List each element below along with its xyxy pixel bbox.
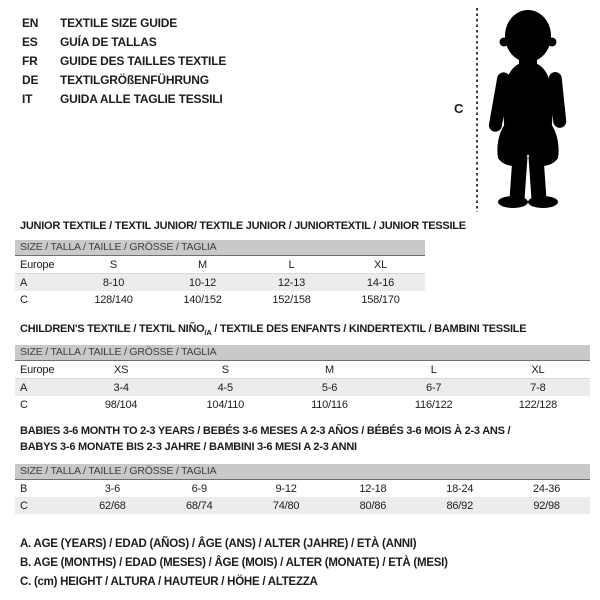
row-label: B bbox=[20, 482, 28, 495]
cell-value: 128/140 bbox=[94, 293, 133, 306]
column-header: XL bbox=[373, 258, 388, 271]
cell-value: 62/68 bbox=[99, 499, 126, 512]
table-row bbox=[15, 396, 590, 413]
cell-value: 24-36 bbox=[533, 482, 561, 495]
cell-value: 9-12 bbox=[275, 482, 297, 495]
table-row bbox=[15, 274, 425, 291]
language-code: EN bbox=[22, 15, 39, 30]
language-code: FR bbox=[22, 53, 38, 68]
title-subscript: /A bbox=[204, 327, 212, 337]
legend-line: B. AGE (MONTHS) / EDAD (MESES) / ÂGE (MOIS) / ALTER (MONATE) / ETÀ (MESI) bbox=[20, 557, 448, 569]
title-text: / TEXTILE DES ENFANTS / KINDERTEXTIL / BAMBINI TESSILE bbox=[211, 323, 527, 335]
row-label: C bbox=[20, 398, 28, 411]
language-code: ES bbox=[22, 34, 38, 49]
cell-value: 152/158 bbox=[272, 293, 311, 306]
table-header-row bbox=[15, 361, 590, 379]
column-header: L bbox=[430, 363, 437, 376]
title-text: JUNIOR TEXTILE / TEXTIL JUNIOR/ TEXTILE JUNIOR / JUNIORTEXTIL / JUNIOR TESSILE bbox=[20, 220, 466, 232]
cell-value: 6-7 bbox=[426, 381, 442, 394]
row-label: C bbox=[20, 293, 28, 306]
cell-value: 7-8 bbox=[530, 381, 546, 394]
cell-value: 74/80 bbox=[272, 499, 300, 512]
row-label: A bbox=[20, 381, 28, 394]
region-label: Europe bbox=[20, 363, 55, 376]
table-header-row bbox=[15, 256, 425, 274]
cell-value: 86/92 bbox=[446, 499, 473, 512]
cell-value: 104/110 bbox=[206, 398, 245, 411]
size-band-header: SIZE / TALLA / TAILLE / GRÖSSE / TAGLIA bbox=[15, 345, 590, 361]
cell-value: 116/122 bbox=[414, 398, 453, 411]
language-row bbox=[22, 51, 226, 70]
table-row bbox=[15, 291, 425, 308]
language-code: IT bbox=[22, 91, 33, 106]
table-title bbox=[20, 424, 510, 455]
language-title: GUIDE DES TAILLES TEXTILE bbox=[60, 53, 227, 68]
cell-value: 68/74 bbox=[185, 499, 213, 512]
column-header: XL bbox=[531, 363, 545, 376]
table-row bbox=[15, 497, 590, 514]
language-list bbox=[22, 13, 226, 108]
language-row bbox=[22, 13, 226, 32]
column-header: M bbox=[325, 363, 334, 376]
title-text: BABIES 3-6 MONTH TO 2-3 YEARS / BEBÉS 3-6 MESES A 2-3 AÑOS / BÉBÉS 3-6 MOIS À 2-3 ANS / bbox=[20, 425, 511, 437]
size-table bbox=[15, 345, 590, 413]
column-header: S bbox=[221, 363, 229, 376]
table-row bbox=[15, 379, 590, 396]
cell-value: 8-10 bbox=[102, 276, 125, 289]
baby-silhouette bbox=[483, 6, 597, 214]
table-title-line bbox=[20, 440, 510, 456]
cell-value: 80/86 bbox=[359, 499, 387, 512]
cell-value: 3-4 bbox=[113, 381, 129, 394]
cell-value: 92/98 bbox=[533, 499, 560, 512]
language-row bbox=[22, 70, 226, 89]
size-table bbox=[15, 464, 590, 514]
cell-value: 4-5 bbox=[217, 381, 233, 394]
language-code: DE bbox=[22, 72, 39, 87]
language-title: TEXTILE SIZE GUIDE bbox=[60, 15, 178, 30]
table-title bbox=[20, 322, 526, 338]
title-text: BABYS 3-6 MONATE BIS 2-3 JAHRE / BAMBINI 3-6 MESI A 2-3 ANNI bbox=[20, 440, 357, 453]
height-dash-line bbox=[476, 8, 478, 212]
height-label-c: C bbox=[454, 101, 464, 116]
size-band-header: SIZE / TALLA / TAILLE / GRÖSSE / TAGLIA bbox=[15, 464, 590, 480]
column-header: L bbox=[288, 258, 295, 271]
cell-value: 12-13 bbox=[277, 276, 306, 289]
cell-value: 18-24 bbox=[446, 482, 474, 495]
table-row bbox=[15, 480, 590, 497]
cell-value: 140/152 bbox=[183, 293, 222, 306]
cell-value: 5-6 bbox=[321, 381, 338, 394]
language-title: GUÍA DE TALLAS bbox=[60, 34, 157, 49]
legend bbox=[20, 535, 448, 592]
column-header: S bbox=[109, 258, 118, 271]
row-label: A bbox=[20, 276, 28, 289]
language-row bbox=[22, 32, 226, 51]
language-title: GUIDA ALLE TAGLIE TESSILI bbox=[60, 91, 223, 106]
cell-value: 10-12 bbox=[188, 276, 217, 289]
column-header: XS bbox=[113, 363, 129, 376]
cell-value: 14-16 bbox=[366, 276, 395, 289]
language-title: TEXTILGRÖßENFÜHRUNG bbox=[60, 72, 209, 87]
cell-value: 98/104 bbox=[104, 398, 138, 411]
table-title bbox=[20, 219, 466, 235]
cell-value: 6-9 bbox=[191, 482, 207, 495]
size-band-header: SIZE / TALLA / TAILLE / GRÖSSE / TAGLIA bbox=[15, 240, 425, 256]
table-title-line bbox=[20, 322, 526, 338]
region-label: Europe bbox=[20, 258, 55, 271]
row-label: C bbox=[20, 499, 28, 512]
title-text: CHILDREN'S TEXTILE / TEXTIL NIÑO bbox=[20, 323, 205, 335]
table-title-line bbox=[20, 424, 510, 440]
size-table bbox=[15, 240, 425, 308]
table-title-line bbox=[20, 219, 466, 235]
cell-value: 110/116 bbox=[311, 398, 348, 411]
language-row bbox=[22, 89, 226, 108]
cell-value: 12-18 bbox=[359, 482, 387, 495]
column-header: M bbox=[198, 258, 207, 271]
legend-line: C. (cm) HEIGHT / ALTURA / HAUTEUR / HÖHE / ALTEZZA bbox=[20, 576, 318, 588]
cell-value: 122/128 bbox=[518, 398, 558, 411]
legend-line: A. AGE (YEARS) / EDAD (AÑOS) / ÂGE (ANS) / ALTER (JAHRE) / ETÀ (ANNI) bbox=[20, 538, 417, 550]
cell-value: 3-6 bbox=[104, 482, 121, 495]
cell-value: 158/170 bbox=[361, 293, 400, 306]
